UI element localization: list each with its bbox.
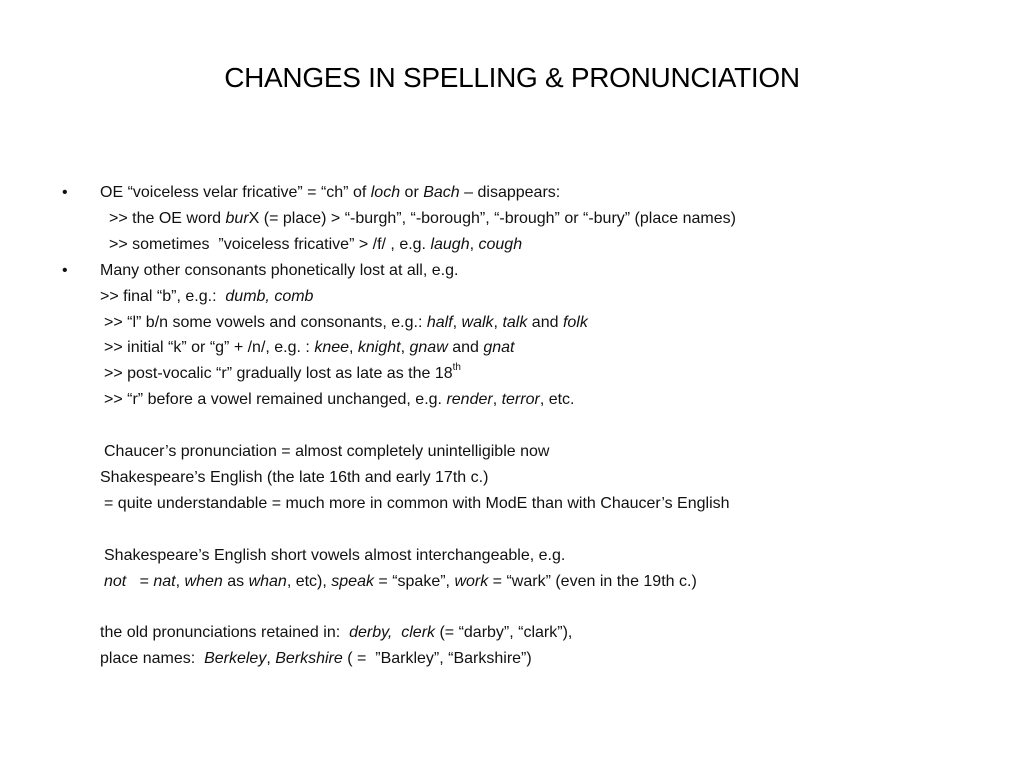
text-segment: >> post-vocalic “r” gradually lost as late as the 18 bbox=[104, 365, 453, 383]
text-line-initial-k-g bbox=[104, 335, 514, 361]
text-line-post-vocalic-r bbox=[104, 361, 461, 387]
text-segment: , bbox=[452, 313, 462, 331]
text-line-shakespeare-period bbox=[100, 465, 488, 491]
text-segment: = quite understandable = much more in common with ModE than with Chaucer’s English bbox=[104, 494, 730, 512]
text-line-final-b bbox=[100, 284, 313, 310]
italic-term: gnat bbox=[483, 339, 515, 357]
text-segment: as bbox=[222, 572, 249, 590]
italic-term: not bbox=[104, 572, 127, 590]
superscript: th bbox=[452, 361, 461, 373]
text-line-understandable bbox=[104, 491, 730, 517]
text-segment: , bbox=[266, 650, 276, 668]
text-segment: Shakespeare’s English short vowels almost interchangeable, e.g. bbox=[104, 546, 566, 564]
text-segment: , bbox=[492, 391, 502, 409]
text-segment: , bbox=[469, 235, 479, 253]
italic-term: folk bbox=[562, 313, 588, 331]
text-line-derby-clerk bbox=[100, 620, 572, 646]
bullet-icon: • bbox=[62, 184, 68, 201]
text-segment: – disappears: bbox=[459, 184, 561, 201]
text-segment: Chaucer’s pronunciation = almost completely unintelligible now bbox=[104, 443, 550, 460]
text-segment: the old pronunciations retained in: bbox=[100, 624, 350, 642]
text-line-not-nat bbox=[104, 569, 697, 595]
text-segment: = bbox=[126, 572, 154, 590]
text-segment: OE “voiceless velar fricative” = “ch” of bbox=[100, 184, 371, 201]
italic-term: dumb, comb bbox=[225, 287, 314, 305]
text-line-place-names bbox=[100, 646, 532, 672]
italic-term: knight bbox=[357, 339, 401, 357]
text-line-burx bbox=[109, 206, 736, 232]
text-segment: and bbox=[447, 339, 484, 357]
text-segment: >> final “b”, e.g.: bbox=[100, 287, 226, 305]
text-segment: >> sometimes ”voiceless fricative” > /f/ , e.g. bbox=[109, 235, 431, 253]
text-line-short-vowels bbox=[104, 543, 565, 569]
text-segment: , etc), bbox=[286, 572, 332, 590]
italic-term: whan bbox=[248, 572, 287, 590]
italic-term: Bach bbox=[423, 184, 460, 201]
text-line-oe-fricative bbox=[100, 180, 560, 206]
text-segment: , bbox=[493, 313, 503, 331]
text-segment: = “wark” (even in the 19th c.) bbox=[488, 572, 697, 590]
text-segment: >> “r” before a vowel remained unchanged, e.g. bbox=[104, 391, 447, 409]
italic-term: nat bbox=[153, 572, 176, 590]
text-segment: place names: bbox=[100, 650, 205, 668]
italic-term: loch bbox=[370, 184, 401, 201]
italic-term: derby, clerk bbox=[349, 624, 436, 642]
italic-term: render bbox=[446, 391, 493, 409]
italic-term: Berkeley bbox=[204, 650, 267, 668]
text-segment: Many other consonants phonetically lost at all, e.g. bbox=[100, 261, 459, 279]
text-segment: >> the OE word bbox=[109, 209, 226, 227]
text-segment: or bbox=[400, 184, 424, 201]
text-segment: , bbox=[400, 339, 410, 357]
text-segment: = “spake”, bbox=[373, 572, 455, 590]
italic-term: talk bbox=[502, 313, 528, 331]
italic-term: cough bbox=[478, 235, 523, 253]
text-segment: and bbox=[527, 313, 563, 331]
text-segment: Shakespeare’s English (the late 16th and early 17th c.) bbox=[100, 468, 489, 486]
italic-term: knee bbox=[314, 339, 350, 357]
text-segment: , bbox=[349, 339, 358, 357]
italic-term: walk bbox=[461, 313, 494, 331]
italic-term: gnaw bbox=[409, 339, 448, 357]
italic-term: Berkshire bbox=[275, 650, 343, 668]
text-segment: X (= place) > “-burgh”, “-borough”, “-brough” or “-bury” (place names) bbox=[248, 209, 736, 227]
text-segment: ( = ”Barkley”, “Barkshire”) bbox=[342, 650, 532, 668]
italic-term: half bbox=[426, 313, 453, 331]
italic-term: when bbox=[184, 572, 223, 590]
slide-title: CHANGES IN SPELLING & PRONUNCIATION bbox=[224, 62, 800, 93]
text-line-consonants-lost bbox=[100, 258, 458, 284]
text-line-l-between bbox=[104, 310, 588, 336]
text-segment: >> “l” b/n some vowels and consonants, e.g.: bbox=[104, 313, 427, 331]
text-segment: >> initial “k” or “g” + /n/, e.g. : bbox=[104, 339, 315, 357]
text-segment: (= “darby”, “clark”), bbox=[435, 624, 573, 642]
text-line-r-before-vowel bbox=[104, 387, 575, 413]
italic-term: terror bbox=[501, 391, 540, 409]
text-line-chaucer bbox=[104, 439, 549, 465]
italic-term: work bbox=[454, 572, 489, 590]
italic-term: laugh bbox=[430, 235, 470, 253]
italic-term: bur bbox=[225, 209, 249, 227]
text-line-sometimes-f bbox=[109, 232, 522, 258]
text-segment: , etc. bbox=[539, 391, 575, 409]
bullet-icon: • bbox=[62, 261, 68, 279]
text-segment: , bbox=[175, 572, 185, 590]
italic-term: speak bbox=[331, 572, 374, 590]
